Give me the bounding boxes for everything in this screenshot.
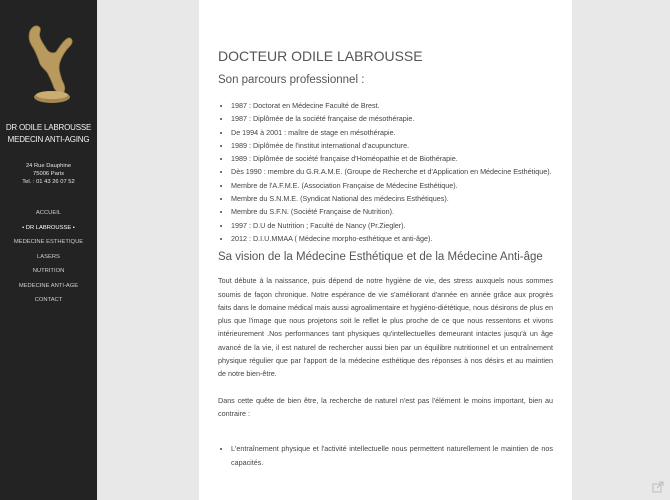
list-item: • 1987 : Diplômée de la société française de mésothérapie. [231,112,553,125]
list-item: • 1989 : Diplômée de l'institut international d'acupuncture. [231,139,553,152]
list-item: • 2012 : D.I.U.MMAA ( Médecine morpho-esthétique et anti-âge). [231,232,553,245]
address-block [0,162,97,186]
address-street: 24 Rue Dauphine [25,163,72,169]
section-title-vision: Sa vision de la Médecine Esthétique et de la Médecine Anti-âge [218,251,543,264]
parcours-list [218,99,553,245]
phone-number: Tel. : 01 43 26 07 52 [22,179,75,185]
sidebar [0,0,97,500]
page-title: DOCTEUR ODILE LABROUSSE [218,48,423,64]
quest-paragraph: Dans cette quête de bien être, la recherche de naturel n'est pas l'élément le moins important, bien au contraire : [218,395,553,418]
nav-item-nutrition[interactable]: NUTRITION [32,268,65,274]
list-item: • Membre du S.N.M.E. (Syndicat National des médecins Esthétiques). [231,192,553,205]
list-item: • Membre du S.F.N. (Société Française de Nutrition). [231,205,553,218]
list-item: • Dès 1990 : membre du G.R.A.M.E. (Groupe de Recherche et d'Application en Médecine Esthétique). [231,165,553,178]
name-line-1: DR ODILE LABROUSSE [5,123,92,132]
main-content [199,0,572,500]
nav-item-lasers[interactable]: LASERS [37,253,60,260]
nav-item-accueil[interactable]: ACCUEIL [35,210,62,216]
doctor-name [0,122,97,146]
main-nav [0,206,97,308]
nav-item-contact[interactable]: CONTACT [34,297,63,303]
section-title-parcours: Son parcours professionnel : [218,74,365,86]
article [218,48,553,469]
list-item: • 1989 : Diplômée de société française d'Homéopathie et de Biothérapie. [231,152,553,165]
list-item: • Membre de l'A.F.M.E. (Association Française de Médecine Esthétique). [231,179,553,192]
nav-item-dr-labrousse[interactable]: • DR LABROUSSE • [22,224,75,231]
list-item: • De 1994 à 2001 : maître de stage en mésothérapie. [231,126,553,139]
nav-item-medecine-anti-age[interactable]: MEDECINE ANTI-AGE [18,282,79,289]
address-city: 75006 Paris [33,171,64,177]
list-item: • 1987 : Doctorat en Médecine Faculté de Brest. [231,99,553,112]
vision-paragraph: Tout débute à la naissance, puis dépend de notre hygiène de vie, des stress auxquels nous sommes soumis de façon chronique. Notre espérance de vie s'améliorant d'année en année grâce aux progrès faits dans le domaine médical mais aussi agroalimentaire et hygiéno-diététique, nous désirons de plus en plus que l'image que nous projetons soit le reflet le plus proche de ce que nous ressentons et vivons intérieurement .Nos performances tant physiques qu'intellectuelles demeurant intactes jusqu'à un âge avancé de la vie, il est naturel de rechercher aussi bien par un équilibre nutritionnel et un entraînement physique régulier que par l'apport de la médecine esthétique des réponses à nos désirs et au maintien de notre bien-être. [218,276,553,379]
nav-item-medecine-esthetique[interactable]: MEDECINE ESTHETIQUE [13,239,84,245]
name-line-2: MEDECIN ANTI-AGING [7,135,90,144]
natural-list [218,442,553,469]
list-item: • L'entraînement physique et l'activité intellectuelle nous permettent naturellement le maintien de nos capacités. [231,442,553,469]
sculpture-logo[interactable] [22,22,76,106]
list-item: • 1997 : D.U de Nutrition ; Faculté de Nancy (Pr.Ziegler). [231,219,553,232]
share-icon[interactable] [652,481,664,493]
